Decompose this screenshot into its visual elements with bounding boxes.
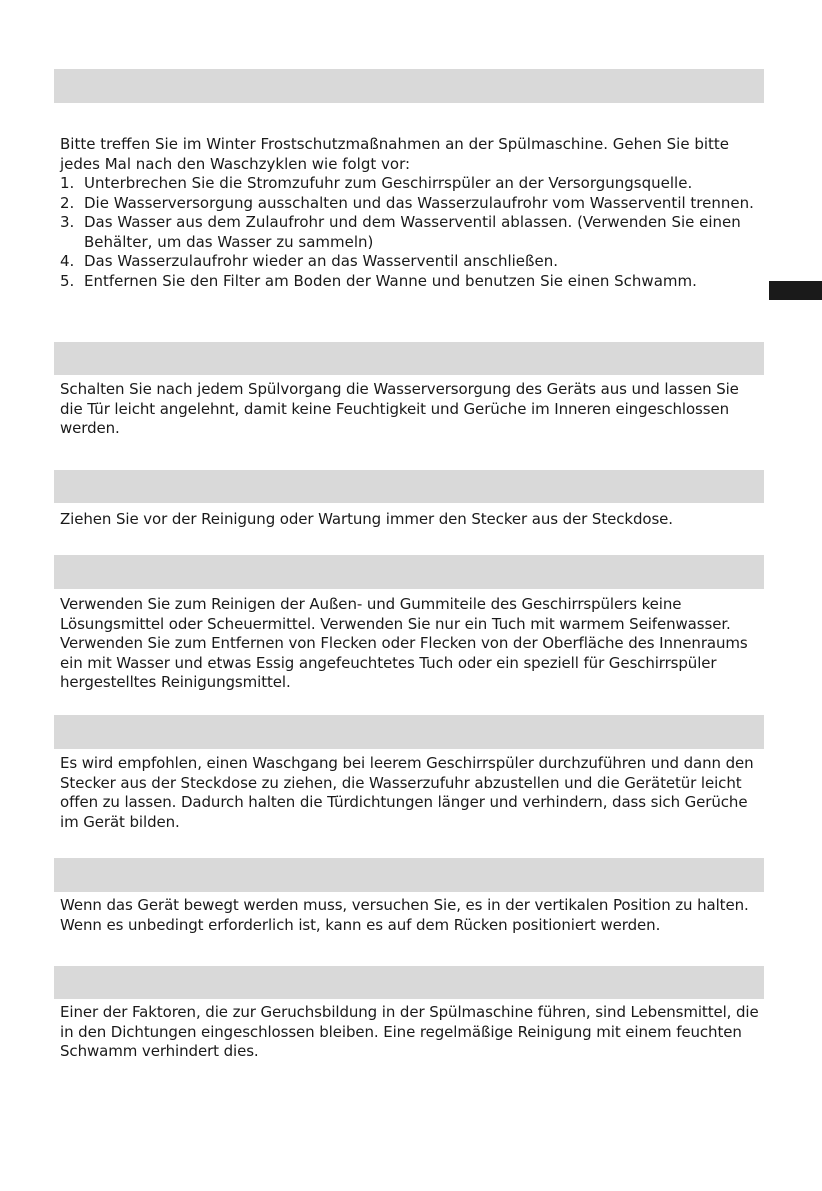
step-text: Die Wasserversorgung ausschalten und das Wasserzulaufrohr vom Wasserventil trennen.	[84, 193, 754, 212]
frost-steps-list	[60, 174, 760, 291]
step-number: 5.	[60, 271, 75, 290]
chapter-tab-marker	[769, 281, 822, 300]
list-item	[60, 252, 760, 272]
section-header-bar-odours	[54, 966, 764, 999]
list-item	[60, 194, 760, 214]
step-number: 1.	[60, 174, 75, 192]
step-text: Entfernen Sie den Filter am Boden der Wanne und benutzen Sie einen Schwamm.	[84, 271, 697, 290]
section-moving-text: Wenn das Gerät bewegt werden muss, versuchen Sie, es in der vertikalen Position zu halten. Wenn es unbedingt erforderlich ist, kann es auf dem Rücken positioniert werden.	[60, 896, 749, 934]
list-item	[60, 272, 760, 292]
list-item	[60, 213, 760, 252]
section-not-in-use-text: Es wird empfohlen, einen Waschgang bei leerem Geschirrspüler durchzuführen und dann den Stecker aus der Steckdose zu ziehen, die Wasserzufuhr abzustellen und die Gerätetür leicht offen zu lassen. Dadurch halten die Türdichtungen länger und verhindern, dass sich Gerüche im Gerät bilden.	[60, 754, 754, 831]
section-header-bar-cleaning	[54, 555, 764, 589]
step-number: 4.	[60, 252, 75, 270]
section-cleaning-text: Verwenden Sie zum Reinigen der Außen- und Gummiteile des Geschirrspülers keine Lösungsmittel oder Scheuermittel. Verwenden Sie nur ein Tuch mit warmem Seifenwasser. Verwenden Sie zum Entfernen von Flecken oder Flecken von der Oberfläche des Innenraums ein mit Wasser und etwas Essig angefeuchtetes Tuch oder ein speziell für Geschirrspüler hergestelltes Reinigungsmittel.	[60, 595, 748, 691]
step-text: Das Wasser aus dem Zulaufrohr und dem Wasserventil ablassen. (Verwenden Sie einen Behälter, um das Wasser zu sammeln)	[84, 213, 741, 251]
list-item	[60, 174, 760, 194]
section-header-bar-frost	[54, 69, 764, 103]
section-header-bar-moving	[54, 858, 764, 892]
section-unplug-text: Ziehen Sie vor der Reinigung oder Wartung immer den Stecker aus der Steckdose.	[60, 510, 673, 528]
section-header-bar-not-in-use	[54, 715, 764, 749]
step-text: Unterbrechen Sie die Stromzufuhr zum Geschirrspüler an der Versorgungsquelle.	[84, 174, 693, 192]
section-header-bar-after-use	[54, 342, 764, 375]
step-number: 2.	[60, 193, 75, 212]
frost-intro: Bitte treffen Sie im Winter Frostschutzmaßnahmen an der Spülmaschine. Gehen Sie bitte jedes Mal nach den Waschzyklen wie folgt vor:	[60, 135, 730, 173]
section-odours-text: Einer der Faktoren, die zur Geruchsbildung in der Spülmaschine führen, sind Lebensmittel, die in den Dichtungen eingeschlossen bleiben. Eine regelmäßige Reinigung mit einem feuchten Schwamm verhindert dies.	[60, 1003, 759, 1060]
section-after-use-text: Schalten Sie nach jedem Spülvorgang die Wasserversorgung des Geräts aus und lassen Sie die Tür leicht angelehnt, damit keine Feuchtigkeit und Gerüche im Inneren eingeschlossen werden.	[60, 380, 739, 437]
step-number: 3.	[60, 213, 75, 231]
section-header-bar-unplug	[54, 470, 764, 503]
step-text: Das Wasserzulaufrohr wieder an das Wasserventil anschließen.	[84, 252, 558, 270]
